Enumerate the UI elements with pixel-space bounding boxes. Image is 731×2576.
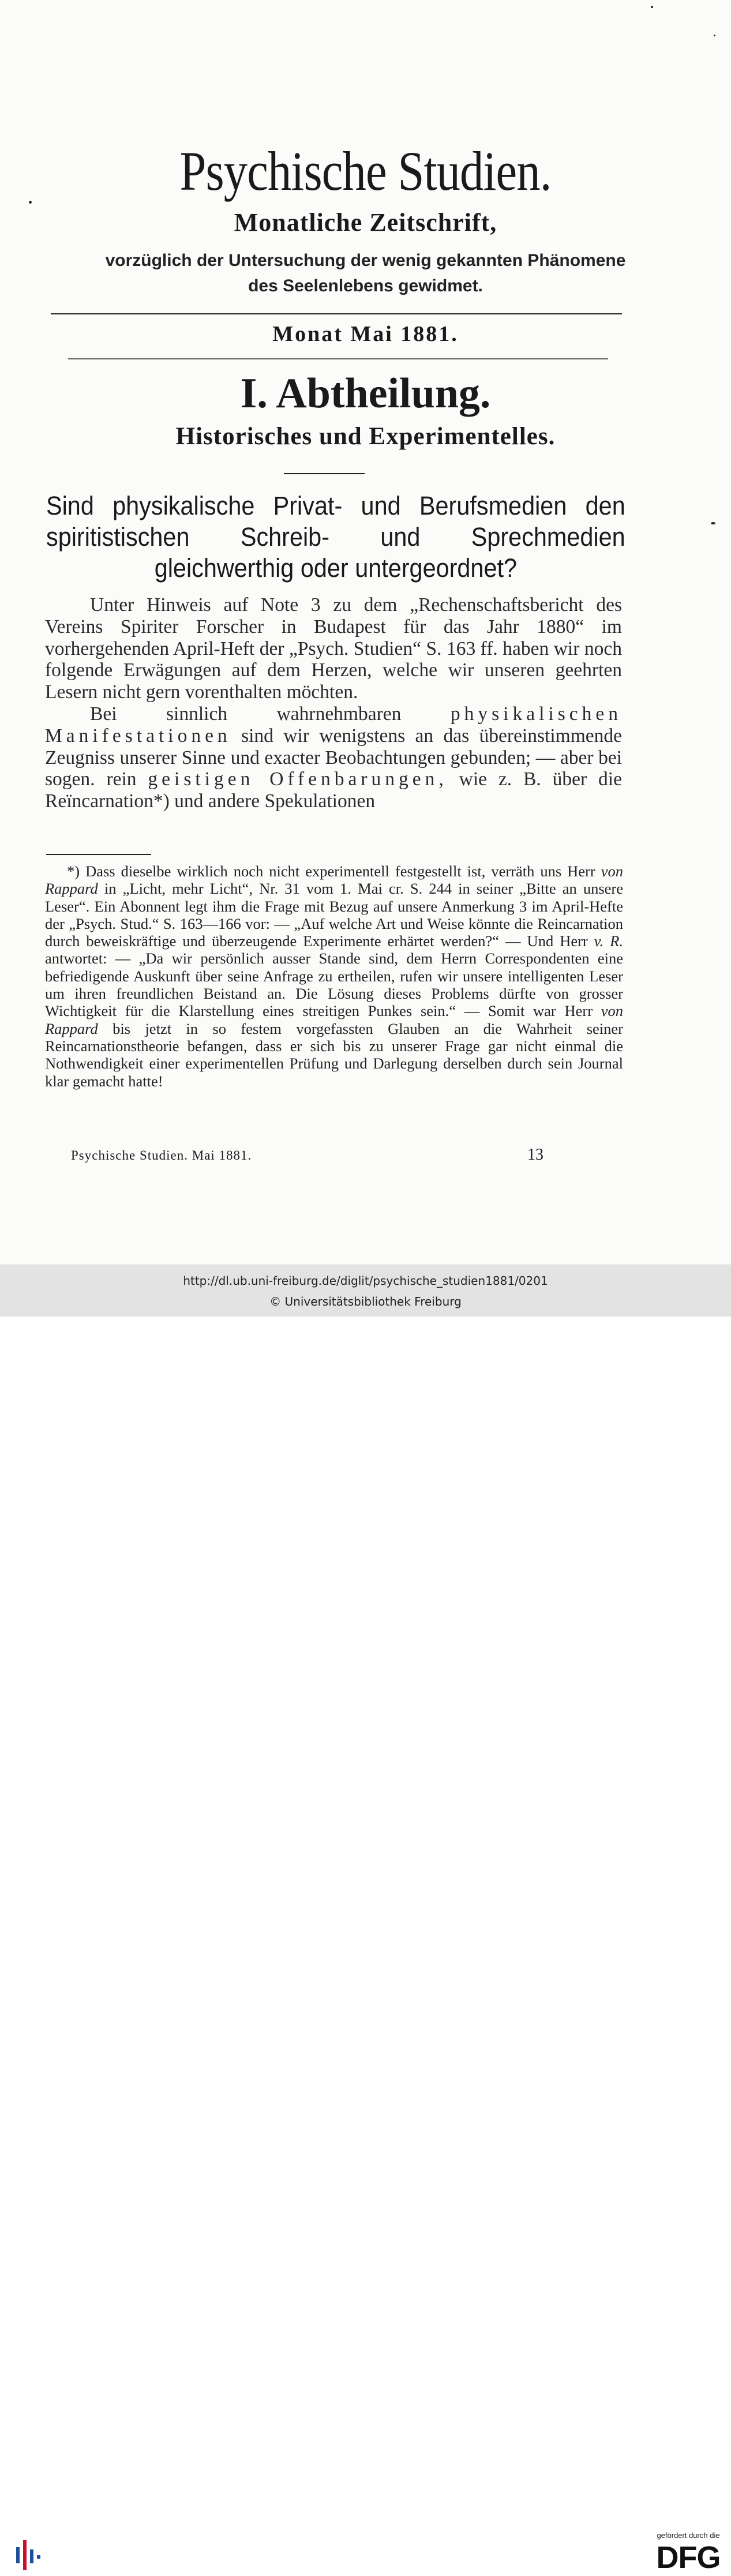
dfg-caption: gefördert durch die	[657, 2531, 720, 2540]
scan-speck	[29, 201, 32, 204]
journal-title: Psychische Studien.	[179, 140, 552, 202]
short-divider	[284, 473, 365, 474]
footnote-paragraph	[45, 863, 623, 1090]
journal-description	[0, 248, 731, 299]
page-footer-journal: Psychische Studien. Mai 1881.	[71, 1148, 252, 1163]
footnote-text: antwortet: — „Da wir persönlich ausser Stande sind, dem Herrn Correspondenten eine befriedigende Auskunft über seine Anfrage zu ertheilen, rufen wir unsere intelligenten Leser um ihren freundlichen Beistand an. Die Lösung dieses Problems dürfte von grosser Wichtigkeit für die Klarstellung eines streitigen Punkes sein.“ — Somit war Herr	[45, 950, 623, 1020]
body-paragraph	[45, 703, 622, 812]
library-logo-icon	[13, 2534, 47, 2576]
footnote-text: *) Dass dieselbe wirklich noch nicht experimentell festgestellt ist, verräth uns Herr	[67, 863, 595, 880]
description-line-1: vorzüglich der Untersuchung der wenig gekannten Phänomene	[105, 251, 626, 270]
viewer-bar	[0, 1265, 731, 2575]
footnote-name: v. R.	[594, 932, 624, 950]
body-text-span: sind wir wenigstens an das übereinstimmende Zeugniss unserer Sinne und exacter Beobachtungen gebunden; — aber bei sogen. rein	[45, 725, 622, 790]
page-number: 13	[527, 1146, 543, 1164]
dfg-logo: DFG	[656, 2540, 721, 2575]
issue-month: Monat Mai 1881.	[272, 322, 459, 346]
section-subtitle: Historisches und Experimentelles.	[175, 423, 556, 450]
source-url-link[interactable]: http://dl.ub.uni-freiburg.de/diglit/psychische_studien1881/0201	[183, 1274, 548, 1288]
emphasized-text: geistigen Offenbarungen,	[148, 768, 448, 790]
section-title: I. Abtheilung.	[240, 370, 491, 417]
divider-rule	[51, 313, 622, 314]
description-line-2: des Seelenlebens gewidmet.	[248, 276, 483, 295]
body-text-span: wie z. B. über die Reïncarnation*) und andere Spekulationen	[45, 768, 622, 812]
scanned-page	[0, 0, 731, 1265]
article-body	[45, 594, 622, 812]
footnote-rule	[46, 854, 151, 855]
footnote-text: bis jetzt in so festem vorgefassten Glauben an die Wahrheit seiner Reincarnationstheorie befangen, dass er sich bis zu unserer Frage gar nicht einmal die Nothwendigkeit einer experimentellen Prüfung und Darlegung derselben durch sein Journal klar gemacht hatte!	[45, 1019, 624, 1090]
scan-speck	[714, 35, 715, 36]
journal-subtitle: Monatliche Zeitschrift,	[234, 208, 497, 237]
footnote	[45, 863, 623, 1090]
footnote-name: von Rappard	[45, 1002, 623, 1037]
scan-speck	[651, 6, 653, 8]
divider-rule	[68, 358, 608, 359]
body-paragraph: Unter Hinweis auf Note 3 zu dem „Rechenschaftsbericht des Vereins Spiriter Forscher in Budapest für das Jahr 1880“ im vorhergehenden April-Heft der „Psych. Studien“ S. 163 ff. haben wir noch folgende Erwägungen auf dem Herzen, welche wir unseren geehrten Lesern nicht gern vorenthalten möchten.	[45, 594, 622, 703]
copyright-notice: © Universitätsbibliothek Freiburg	[269, 1295, 462, 1308]
emphasized-text: physikalischen Manifestationen	[45, 703, 622, 747]
footnote-name: von Rappard	[45, 863, 624, 898]
footnote-text: in „Licht, mehr Licht“, Nr. 31 vom 1. Mai cr. S. 244 in seiner „Bitte an unsere Leser“. Ein Abonnent legt ihm die Frage mit Bezug auf unsere Anmerkung 3 im April-Hefte der „Psych. Stud.“ S. 163—166 vor: — „Auf welche Art und Weise könnte die Reincarnation durch beweiskräftige und überzeugende Experimente erhärtet werden?“ — Und Herr	[45, 880, 623, 950]
scan-speck	[711, 522, 715, 524]
body-text-span: Bei sinnlich wahrnehmbaren	[90, 703, 402, 725]
article-title: Sind physikalische Privat- und Berufsmedien den spiritistischen Schreib- und Sprechmedien gleichwerthig oder untergeordnet?	[46, 491, 625, 583]
